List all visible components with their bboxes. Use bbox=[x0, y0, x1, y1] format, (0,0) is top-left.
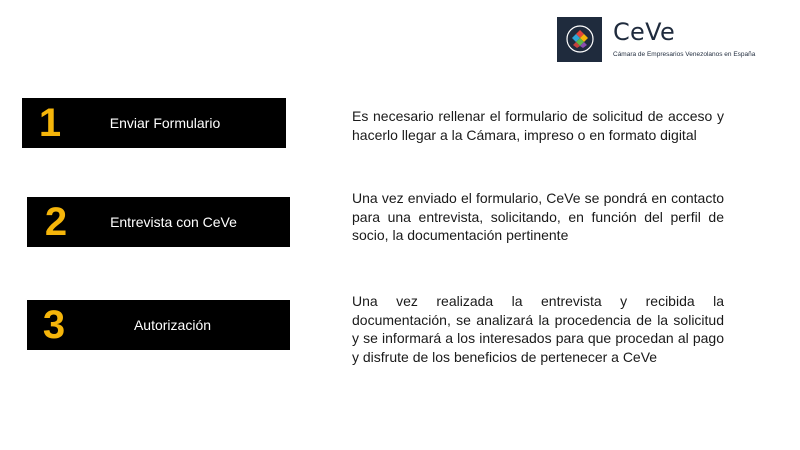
logo-tagline: Cámara de Empresarios Venezolanos en España bbox=[613, 50, 756, 58]
step-1-label: Enviar Formulario bbox=[109, 115, 221, 131]
step-3-box bbox=[27, 300, 290, 350]
ceve-logo-icon bbox=[557, 17, 602, 62]
step-1-description: Es necesario rellenar el formulario de solicitud de acceso y hacerlo llegar a la Cámara, impreso o en formato digital bbox=[352, 108, 724, 143]
step-2-number: 2 bbox=[44, 200, 68, 244]
step-1-box bbox=[22, 98, 286, 148]
logo-text bbox=[613, 19, 755, 60]
step-3-description: Una vez realizada la entrevista y recibida la documentación, se analizará la procedencia de la solicitud y se informará a los interesados para que procedan al pago y disfrute de los beneficios de pertenecer a CeVe bbox=[352, 293, 724, 365]
step-1-number: 1 bbox=[38, 101, 62, 145]
step-3-label: Autorización bbox=[133, 317, 212, 333]
step-2-label: Entrevista con CeVe bbox=[110, 214, 237, 230]
step-2-box bbox=[27, 197, 290, 247]
step-2-description: Una vez enviado el formulario, CeVe se pondrá en contacto para una entrevista, solicitando, en función del perfil de socio, la documentación pertinente bbox=[352, 190, 724, 243]
step-3-number: 3 bbox=[42, 303, 66, 347]
ceve-logo bbox=[557, 16, 755, 62]
logo-name: CeVe bbox=[613, 17, 676, 46]
